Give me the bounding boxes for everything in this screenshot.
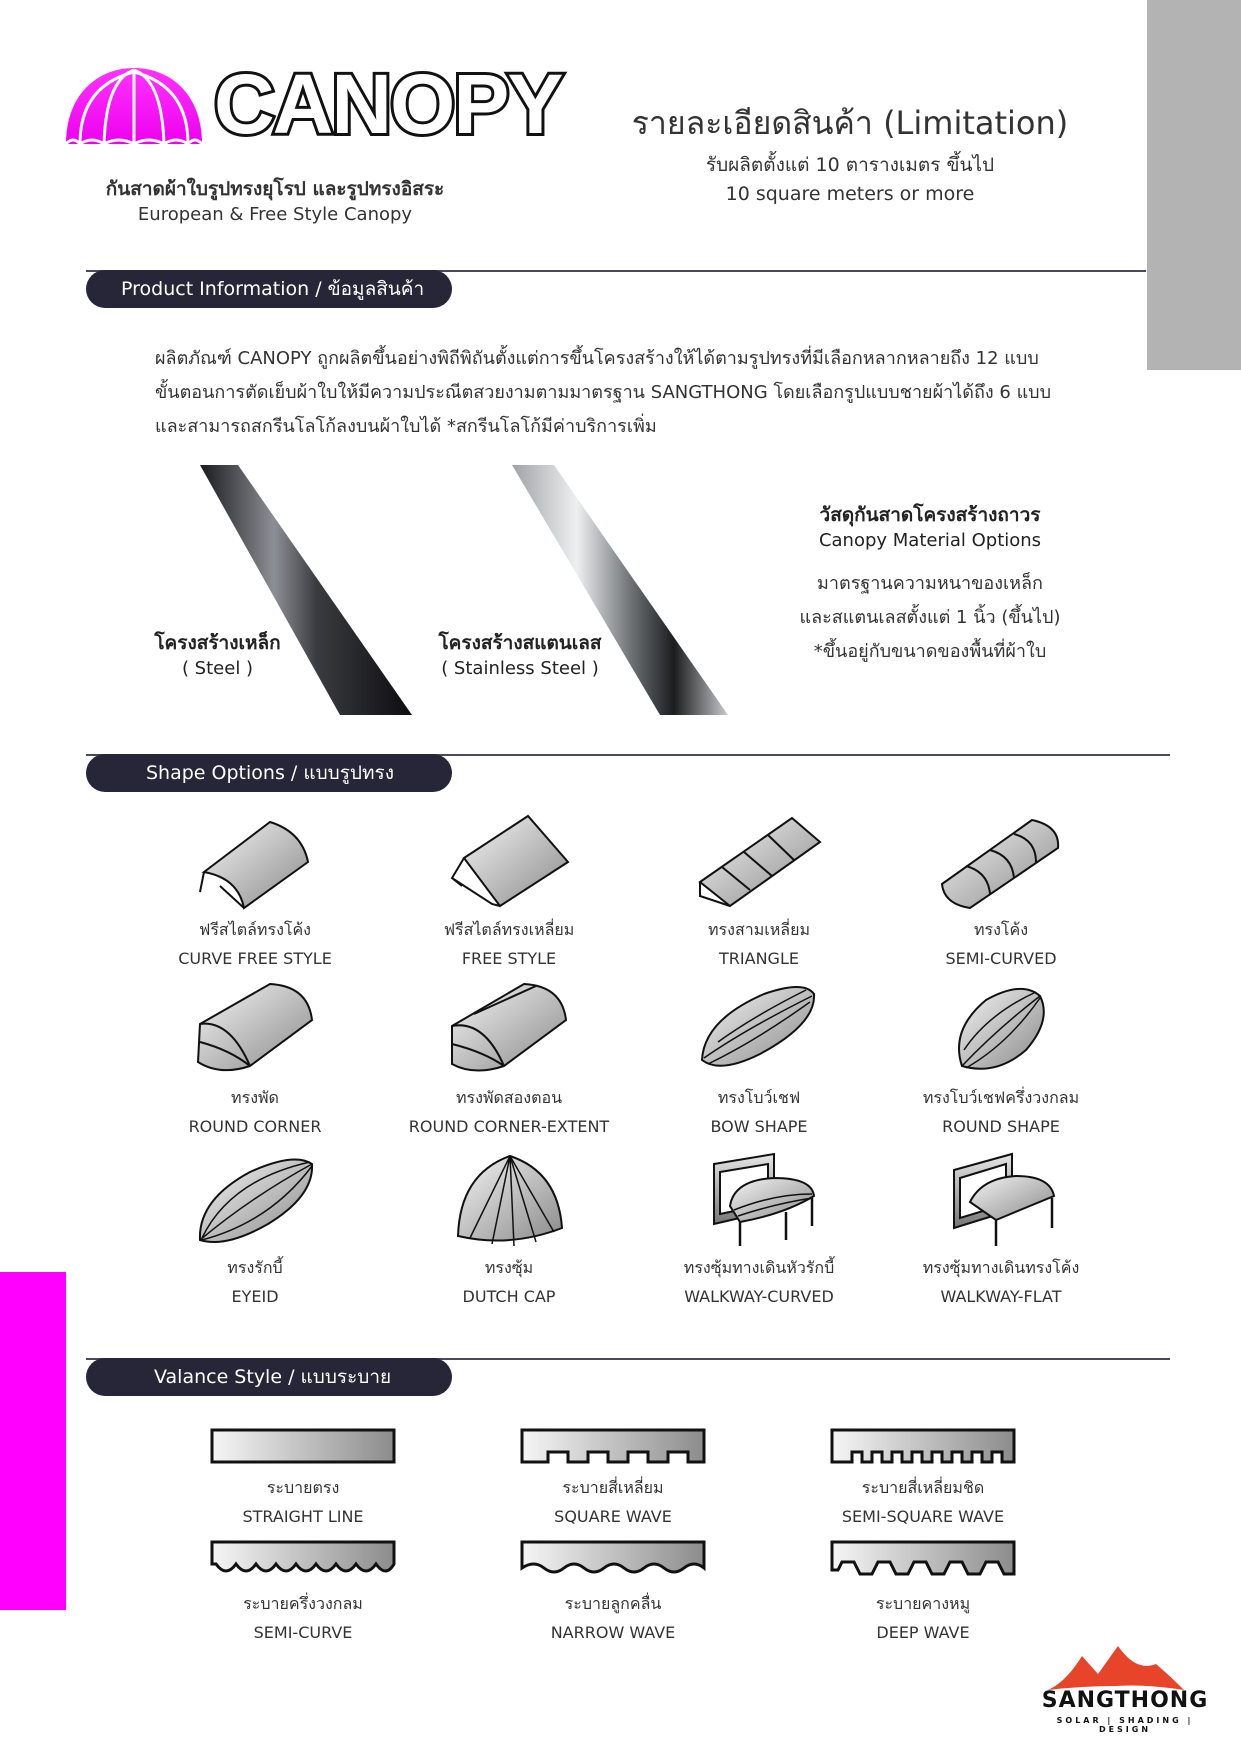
- semi-curve-icon: [210, 1540, 396, 1580]
- shape-options-heading: Shape Options / แบบรูปทรง: [86, 754, 452, 792]
- valance-label-thai: ระบายลูกคลื่น: [564, 1594, 662, 1613]
- shape-option-free-style: [384, 812, 634, 968]
- material-desc-line-3: *ขึ้นอยู่กับขนาดของพื้นที่ผ้าใบ: [813, 641, 1047, 662]
- limitation-line-thai: รับผลิตตั้งแต่ 10 ตารางเมตร ขึ้นไป: [705, 154, 995, 176]
- limitation-title: รายละเอียดสินค้า (Limitation): [631, 104, 1069, 142]
- valance-label-english: SEMI-CURVE: [253, 1623, 353, 1642]
- shape-option-walkway-curved: [634, 1150, 884, 1306]
- shape-label-english: ROUND CORNER-EXTENT: [408, 1117, 610, 1136]
- valance-option-semi-square-wave: [803, 1428, 1043, 1526]
- shape-label-english: WALKWAY-CURVED: [684, 1287, 834, 1306]
- valance-option-square-wave: [493, 1428, 733, 1526]
- subtitle-english: European & Free Style Canopy: [137, 204, 413, 225]
- brand-tagline: SOLAR | SHADING | DESIGN: [1056, 1716, 1194, 1734]
- shape-label-thai: ทรงซุ้มทางเดินหัวรักบี้: [683, 1258, 835, 1277]
- shape-option-eyeid: [130, 1150, 380, 1306]
- shape-label-english: DUTCH CAP: [462, 1287, 556, 1306]
- shape-label-english: ROUND CORNER: [188, 1117, 322, 1136]
- valance-option-narrow-wave: [493, 1540, 733, 1642]
- material-desc-line-1: มาตรฐานความหนาของเหล็ก: [817, 573, 1043, 594]
- shape-label-thai: ฟรีสไตล์ทรงเหลี่ยม: [443, 920, 575, 939]
- semi-square-wave-icon: [830, 1428, 1016, 1464]
- shape-option-bow-shape: [634, 980, 884, 1136]
- valance-label-english: STRAIGHT LINE: [242, 1507, 364, 1526]
- shape-option-semi-curved: [876, 812, 1126, 968]
- square-wave-icon: [520, 1428, 706, 1464]
- subtitle-thai: กันสาดผ้าใบรูปทรงยุโรป และรูปทรงอิสระ: [105, 178, 445, 200]
- free-style-icon: [444, 812, 574, 912]
- shape-option-round-corner-extent: [384, 980, 634, 1136]
- shape-label-english: FREE STYLE: [461, 949, 557, 968]
- shape-option-dutch-cap: [384, 1150, 634, 1306]
- steel-label-english: ( Steel ): [181, 658, 254, 679]
- round-corner-extent-icon: [444, 980, 574, 1080]
- shape-label-english: CURVE FREE STYLE: [178, 949, 332, 968]
- material-options-title-thai: วัสดุกันสาดโครงสร้างถาวร: [819, 504, 1041, 526]
- shape-label-english: ROUND SHAPE: [942, 1117, 1060, 1136]
- stainless-label-thai: โครงสร้างสแตนเลส: [438, 632, 602, 654]
- narrow-wave-icon: [520, 1540, 706, 1580]
- valance-label-thai: ระบายคางหมู: [875, 1594, 971, 1613]
- shape-option-round-corner: [130, 980, 380, 1136]
- material-desc-line-2: และสแตนเลสตั้งแต่ 1 นิ้ว (ขึ้นไป): [799, 607, 1061, 628]
- shape-label-thai: ทรงซุ้ม: [484, 1258, 534, 1277]
- shape-label-english: WALKWAY-FLAT: [940, 1287, 1062, 1306]
- side-tab-pink: [0, 1272, 66, 1610]
- shape-label-thai: ทรงพัด: [231, 1088, 279, 1107]
- round-corner-icon: [190, 980, 320, 1080]
- shape-label-thai: ทรงโบว์เชฟ: [717, 1088, 801, 1107]
- shape-label-english: TRIANGLE: [719, 949, 799, 968]
- material-options-title-english: Canopy Material Options: [818, 530, 1042, 551]
- valance-option-straight-line: [183, 1428, 423, 1526]
- side-tab-grey: [1147, 0, 1241, 370]
- valance-label-thai: ระบายสี่เหลี่ยม: [562, 1478, 664, 1497]
- shape-label-english: BOW SHAPE: [710, 1117, 808, 1136]
- shape-option-walkway-flat: [876, 1150, 1126, 1306]
- walkway-curved-icon: [694, 1150, 824, 1250]
- logo-wordmark: CANOPY: [214, 57, 562, 151]
- umbrella-logo-icon: [62, 66, 206, 146]
- walkway-flat-icon: [936, 1150, 1066, 1250]
- shape-label-thai: ทรงโบว์เชฟครึ่งวงกลม: [922, 1088, 1080, 1107]
- shape-label-english: SEMI-CURVED: [945, 949, 1057, 968]
- deep-wave-icon: [830, 1540, 1016, 1580]
- product-info-line-2: ขั้นตอนการตัดเย็บผ้าใบให้มีความประณีตสวยงามตามมาตรฐาน SANGTHONG โดยเลือกรูปแบบชายผ้าได้ถึง 6 แบบ: [155, 382, 1052, 403]
- valance-label-thai: ระบายตรง: [266, 1478, 340, 1497]
- triangle-icon: [694, 812, 824, 912]
- round-shape-icon: [936, 980, 1066, 1080]
- shape-label-thai: ทรงโค้ง: [973, 920, 1029, 939]
- stainless-label-english: ( Stainless Steel ): [441, 658, 599, 679]
- eyeid-icon: [190, 1150, 320, 1250]
- shape-option-triangle: [634, 812, 884, 968]
- shape-label-thai: ทรงซุ้มทางเดินทรงโค้ง: [922, 1258, 1080, 1277]
- shape-label-thai: ทรงสามเหลี่ยม: [708, 920, 810, 939]
- valance-style-heading: Valance Style / แบบระบาย: [86, 1358, 452, 1396]
- brand-name: SANGTHONG: [1041, 1688, 1209, 1713]
- shape-label-thai: ทรงรักบี้: [227, 1258, 283, 1277]
- valance-label-thai: ระบายสี่เหลี่ยมชิด: [861, 1478, 985, 1497]
- shape-label-thai: ทรงพัดสองตอน: [455, 1088, 562, 1107]
- curve-free-style-icon: [190, 812, 320, 912]
- dutch-cap-icon: [444, 1150, 574, 1250]
- product-info-line-1: ผลิตภัณฑ์ CANOPY ถูกผลิตขึ้นอย่างพิถีพิถันตั้งแต่การขึ้นโครงสร้างให้ได้ตามรูปทรงที่มีเลือกหลากหลายถึง 12 แบบ: [155, 348, 1039, 369]
- valance-label-english: DEEP WAVE: [876, 1623, 970, 1642]
- valance-label-thai: ระบายครึ่งวงกลม: [243, 1594, 363, 1613]
- valance-label-english: SEMI-SQUARE WAVE: [841, 1507, 1005, 1526]
- straight-line-icon: [210, 1428, 396, 1464]
- semi-curved-icon: [936, 812, 1066, 912]
- valance-option-semi-curve: [183, 1540, 423, 1642]
- steel-label-thai: โครงสร้างเหล็ก: [154, 632, 281, 654]
- product-info-heading: Product Information / ข้อมูลสินค้า: [86, 270, 452, 308]
- shape-option-curve-free-style: [130, 812, 380, 968]
- valance-option-deep-wave: [803, 1540, 1043, 1642]
- shape-option-round-shape: [876, 980, 1126, 1136]
- valance-label-english: SQUARE WAVE: [554, 1507, 672, 1526]
- shape-label-english: EYEID: [231, 1287, 279, 1306]
- valance-label-english: NARROW WAVE: [550, 1623, 676, 1642]
- shape-label-thai: ฟรีสไตล์ทรงโค้ง: [199, 920, 311, 939]
- limitation-line-english: 10 square meters or more: [725, 183, 975, 205]
- bow-shape-icon: [694, 980, 824, 1080]
- product-info-line-3: และสามารถสกรีนโลโก้ลงบนผ้าใบได้ *สกรีนโลโก้มีค่าบริการเพิ่ม: [155, 416, 657, 437]
